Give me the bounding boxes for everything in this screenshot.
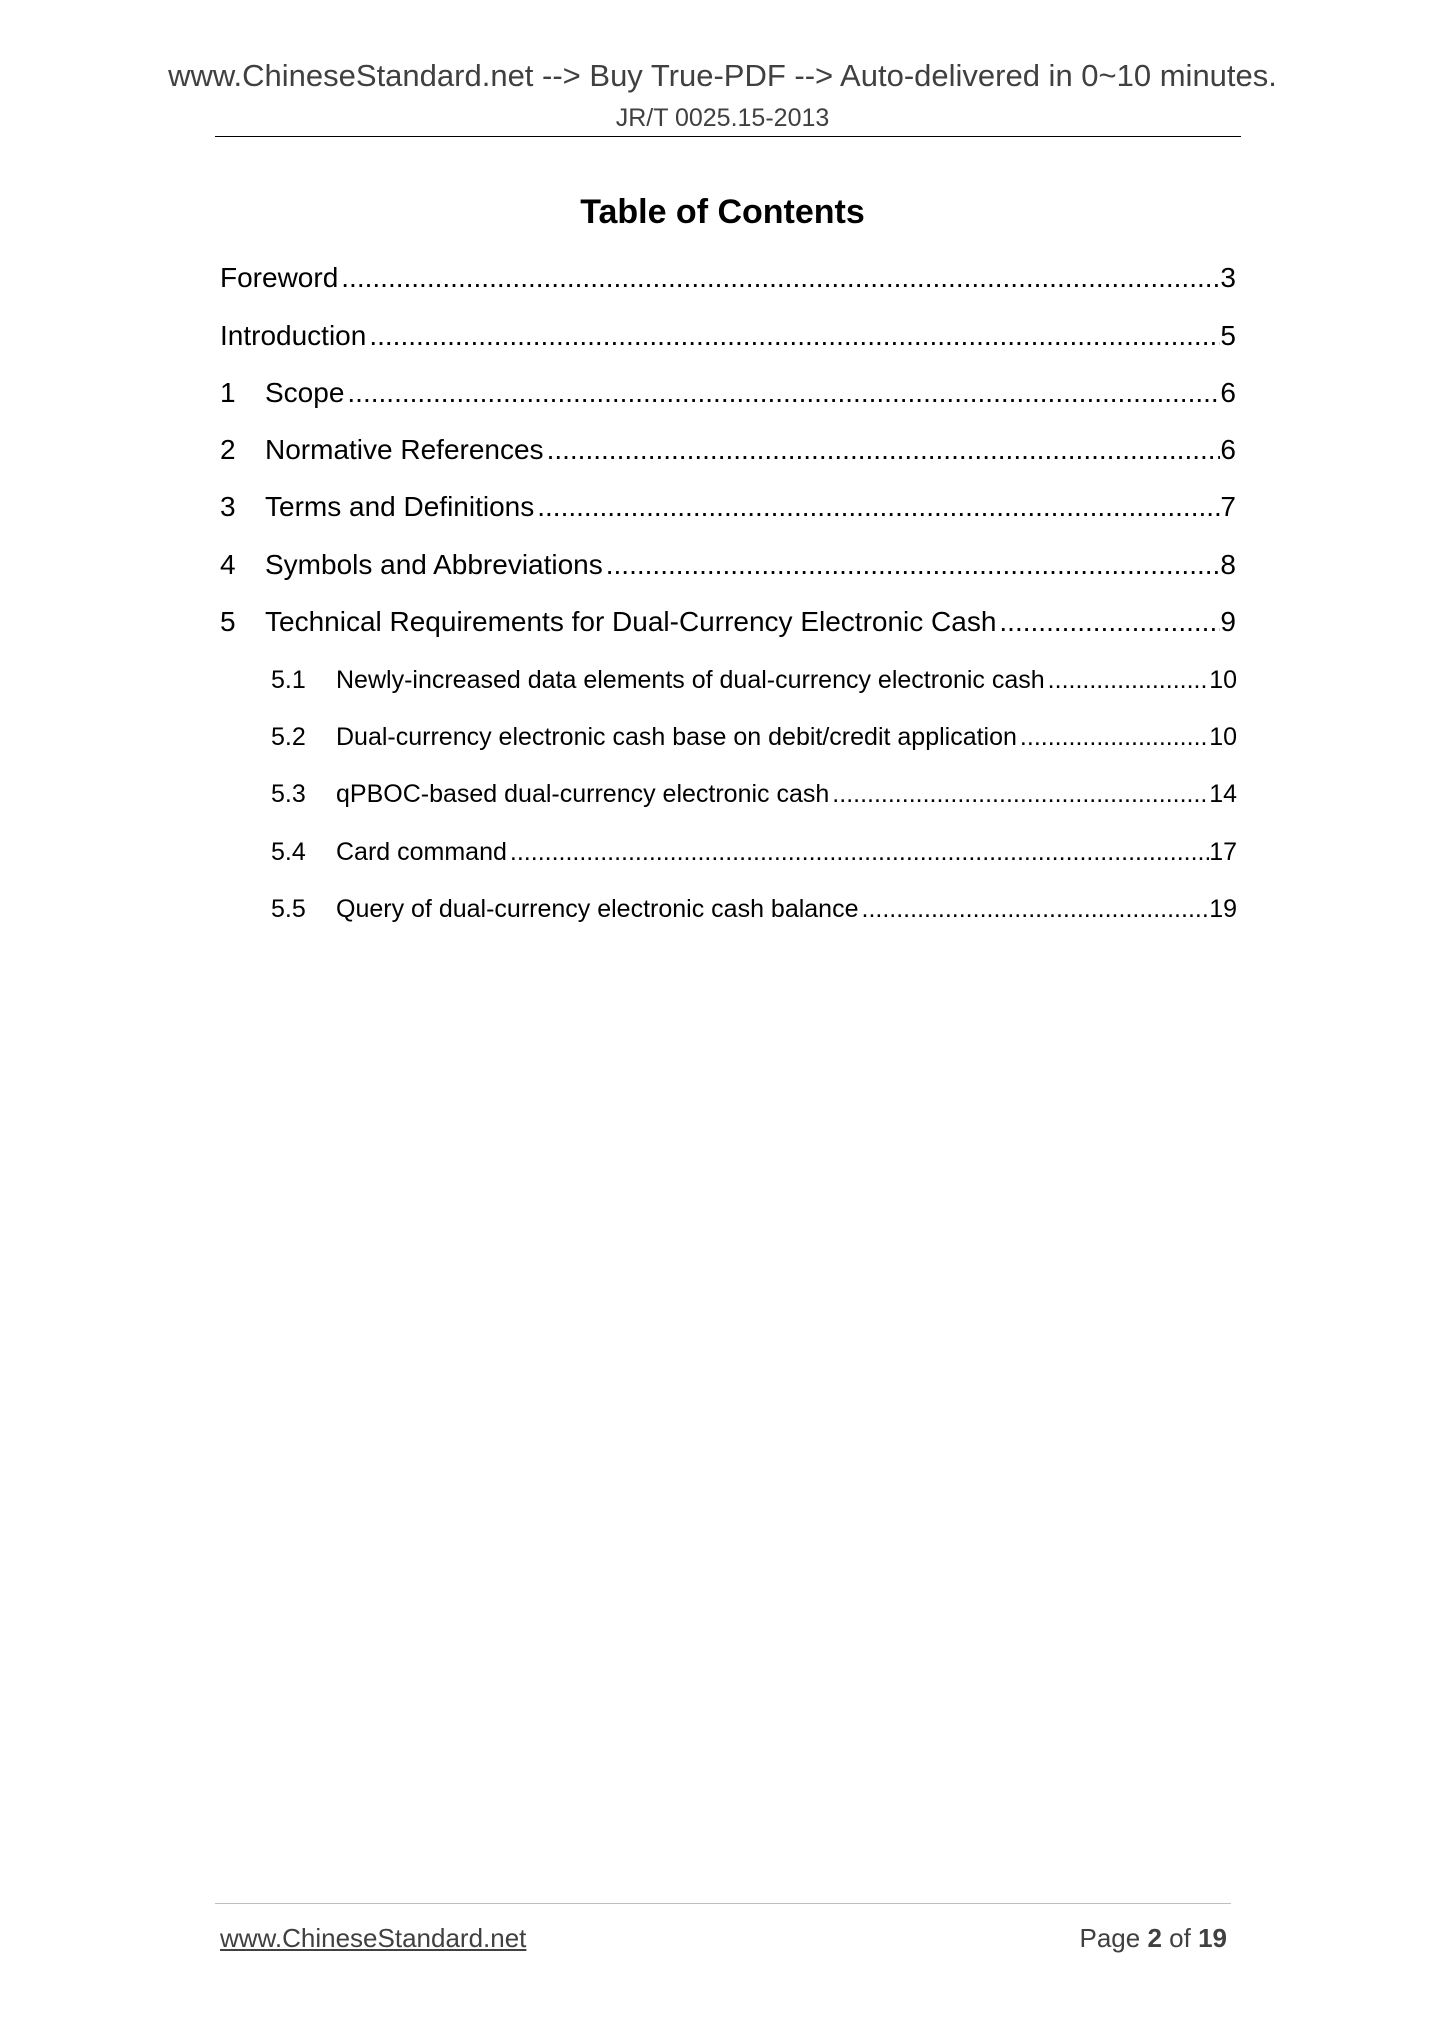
header-divider xyxy=(215,136,1241,137)
toc-entry-5-5[interactable] xyxy=(271,895,1237,931)
toc-entry-page: 19 xyxy=(1209,895,1237,923)
toc-entry-5-1[interactable] xyxy=(271,666,1237,702)
toc-entry-number: 5.2 xyxy=(271,723,306,751)
toc-entry-page: 6 xyxy=(1220,434,1236,465)
toc-entry-number: 1 xyxy=(220,377,236,408)
toc-entry-page: 10 xyxy=(1209,723,1237,751)
page-current: 2 xyxy=(1147,1923,1162,1953)
toc-leader xyxy=(338,262,1220,294)
toc-entry-page: 3 xyxy=(1220,262,1236,293)
toc-leader xyxy=(859,895,1210,924)
toc-entry-5-2[interactable] xyxy=(271,723,1237,759)
toc-entry-text: Technical Requirements for Dual-Currency Electronic Cash xyxy=(265,606,997,637)
toc-entry-page: 5 xyxy=(1220,320,1236,351)
toc-entry-5-3[interactable] xyxy=(271,780,1237,816)
toc-leader xyxy=(534,491,1220,523)
toc-leader xyxy=(996,606,1220,638)
toc-entry-terms-definitions[interactable] xyxy=(220,491,1236,531)
toc-entry-text: Introduction xyxy=(220,320,367,351)
toc-entry-text: Normative References xyxy=(265,434,544,465)
header-banner: www.ChineseStandard.net --> Buy True-PDF --> Auto-delivered in 0~10 minutes. xyxy=(168,58,1277,93)
toc-title: Table of Contents xyxy=(580,193,865,231)
toc-entry-text: Symbols and Abbreviations xyxy=(265,549,603,580)
toc-entry-page: 8 xyxy=(1220,549,1236,580)
toc-entry-text: Dual-currency electronic cash base on debit/credit application xyxy=(336,723,1017,751)
standard-code: JR/T 0025.15-2013 xyxy=(615,104,830,132)
toc-entry-number: 5 xyxy=(220,606,236,637)
toc-entry-number: 5.3 xyxy=(271,780,306,808)
toc-entry-text: Query of dual-currency electronic cash balance xyxy=(336,895,859,923)
toc-leader xyxy=(507,838,1209,867)
toc-entry-number: 5.5 xyxy=(271,895,306,923)
toc-entry-introduction[interactable] xyxy=(220,320,1236,360)
toc-entry-text: Terms and Definitions xyxy=(265,491,535,522)
toc-leader xyxy=(1017,723,1209,752)
toc-leader xyxy=(1045,666,1210,695)
toc-entry-number: 5.4 xyxy=(271,838,306,866)
toc-leader xyxy=(366,320,1220,352)
toc-entry-scope[interactable] xyxy=(220,377,1236,417)
page-indicator xyxy=(1079,1923,1227,1954)
toc-entry-page: 6 xyxy=(1220,377,1236,408)
toc-entry-page: 14 xyxy=(1209,780,1237,808)
toc-leader xyxy=(829,780,1209,809)
toc-entry-normative-references[interactable] xyxy=(220,434,1236,474)
page-of-label: of xyxy=(1169,1923,1191,1953)
toc-entry-page: 17 xyxy=(1209,838,1237,866)
toc-entry-number: 4 xyxy=(220,549,236,580)
toc-entry-page: 7 xyxy=(1220,491,1236,522)
page-total: 19 xyxy=(1198,1923,1227,1953)
toc-entry-technical-requirements[interactable] xyxy=(220,606,1236,646)
toc-entry-page: 9 xyxy=(1220,606,1236,637)
toc-leader xyxy=(544,434,1221,466)
toc-entry-text: Scope xyxy=(265,377,345,408)
page-label: Page xyxy=(1079,1923,1141,1953)
toc-entry-number: 3 xyxy=(220,491,236,522)
toc-entry-text: Newly-increased data elements of dual-currency electronic cash xyxy=(336,666,1045,694)
toc-entry-text: qPBOC-based dual-currency electronic cash xyxy=(336,780,830,808)
toc-entry-number: 2 xyxy=(220,434,236,465)
toc-entry-number: 5.1 xyxy=(271,666,306,694)
footer-website-link[interactable]: www.ChineseStandard.net xyxy=(220,1923,527,1953)
toc-entry-text: Foreword xyxy=(220,262,339,293)
toc-entry-5-4[interactable] xyxy=(271,838,1237,874)
toc-entry-page: 10 xyxy=(1209,666,1237,694)
toc-entry-text: Card command xyxy=(336,838,507,866)
footer-divider xyxy=(215,1903,1231,1904)
toc-entry-symbols-abbreviations[interactable] xyxy=(220,549,1236,589)
toc-leader xyxy=(344,377,1220,409)
toc-leader xyxy=(603,549,1221,581)
toc-entry-foreword[interactable] xyxy=(220,262,1236,302)
